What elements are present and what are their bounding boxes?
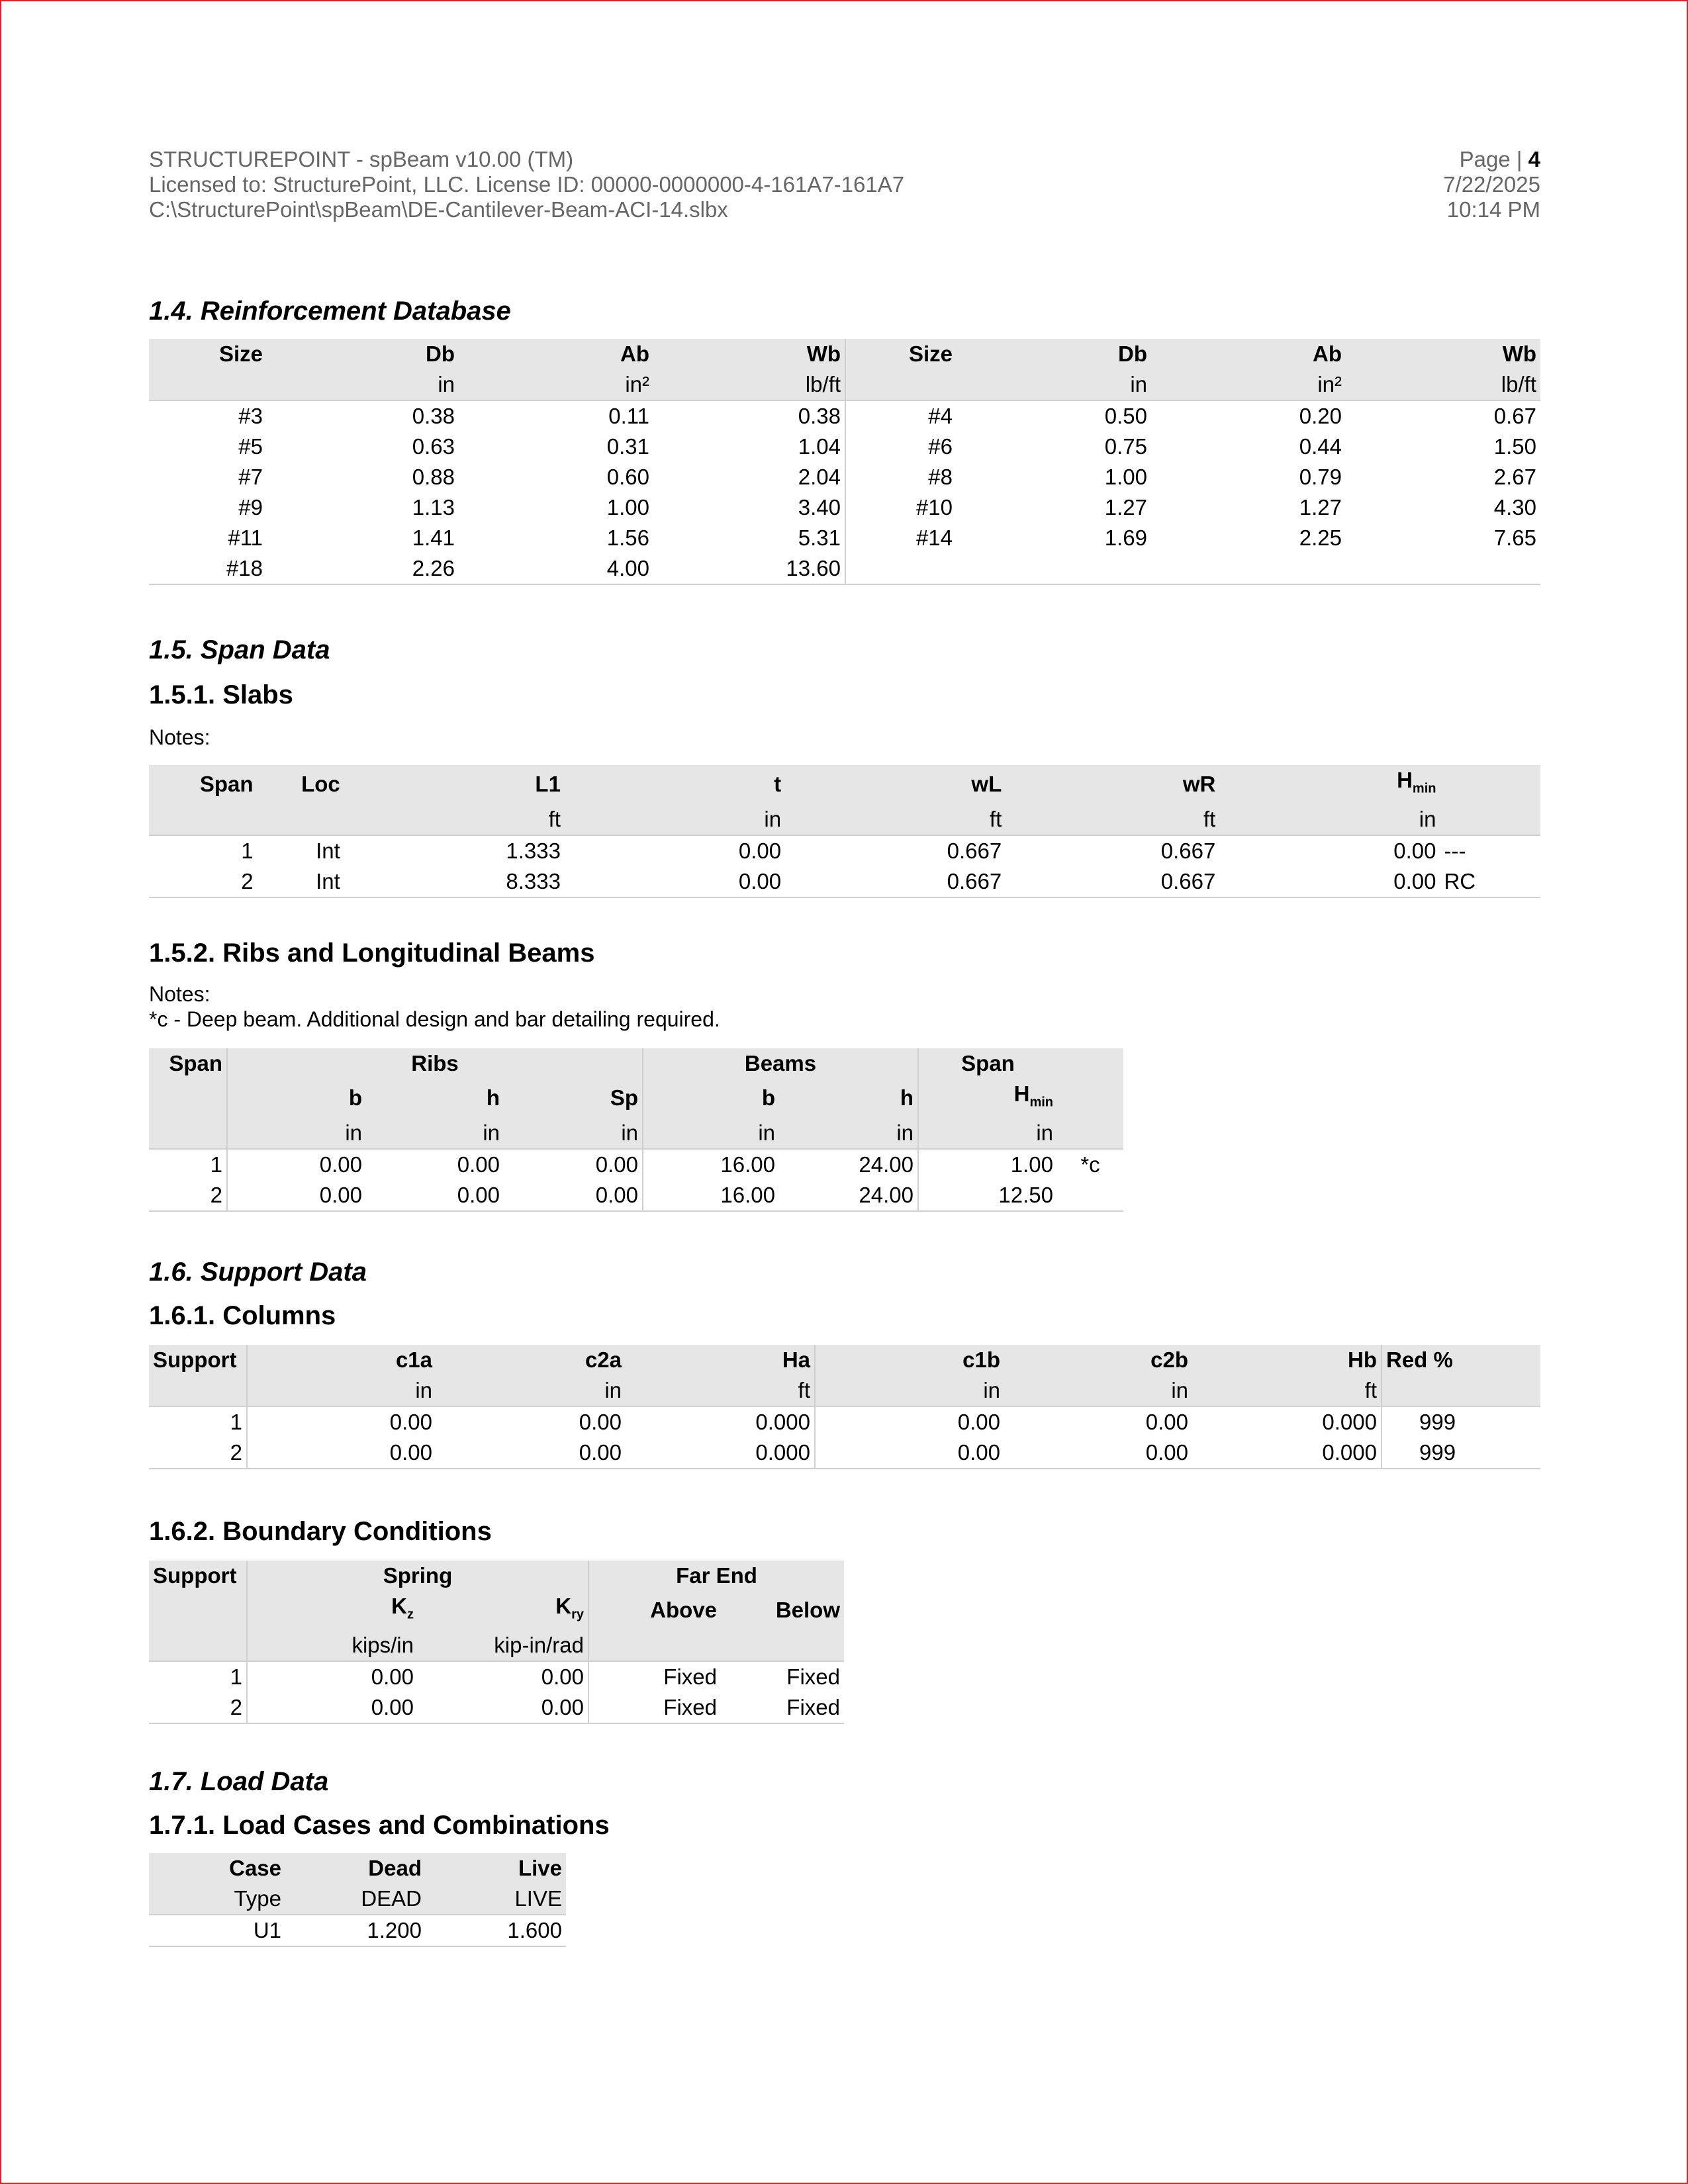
table-cell: 1.27 — [1104, 495, 1147, 520]
unit-cell: in — [815, 1375, 1004, 1406]
col-db: Db — [426, 341, 455, 366]
table-cell: #6 — [845, 432, 957, 462]
table-cell: 0.00 — [1393, 838, 1436, 863]
col-ab: Ab — [620, 341, 649, 366]
col-c1b: c1b — [815, 1345, 1004, 1375]
table-cell: 1.333 — [506, 838, 561, 863]
table-row — [149, 1406, 1540, 1437]
table-cell: Int — [316, 838, 340, 863]
col-span: Span — [169, 1051, 222, 1075]
table-cell: 0.00 — [595, 1152, 638, 1177]
table-cell: 2.26 — [267, 553, 459, 584]
table-cell: #7 — [238, 465, 263, 489]
table-cell: 999 — [1382, 1406, 1540, 1437]
table-cell: 1.50 — [1493, 434, 1536, 459]
unit-cell: in — [957, 369, 1151, 400]
table-row — [149, 1661, 844, 1692]
slabs-units-row — [149, 804, 1540, 835]
table-cell: 1.00 — [606, 495, 649, 520]
section-slabs-title: 1.5.1. Slabs — [149, 680, 293, 709]
table-cell: 1.00 — [1104, 465, 1147, 489]
table-cell: 13.60 — [653, 553, 845, 584]
unit-cell: in — [779, 1118, 918, 1149]
table-cell: 999 — [1382, 1437, 1540, 1469]
col-size: Size — [218, 341, 263, 366]
col-size-2: Size — [845, 339, 957, 369]
section-load-data-title: 1.7. Load Data — [149, 1767, 329, 1796]
ribs-notes: Notes: — [149, 982, 211, 1006]
table-cell: 4.00 — [459, 553, 653, 584]
columns-table — [149, 1345, 1540, 1469]
unit-cell — [1382, 1375, 1540, 1406]
table-row — [149, 492, 1540, 523]
table-cell: 0.67 — [1493, 404, 1536, 428]
table-cell: 0.00 — [227, 1149, 366, 1180]
table-cell: 0.000 — [1192, 1437, 1382, 1469]
unit-cell: in — [643, 1118, 779, 1149]
table-cell: #8 — [845, 462, 957, 492]
unit-cell: in — [504, 1118, 643, 1149]
table-cell: 0.00 — [815, 1406, 1004, 1437]
table-cell: 16.00 — [643, 1180, 779, 1211]
table-cell: 0.00 — [247, 1437, 436, 1469]
table-cell: 0.11 — [608, 404, 649, 428]
col-ab-2: Ab — [1313, 341, 1342, 366]
columns-units-row — [149, 1375, 1540, 1406]
table-cell: 0.63 — [412, 434, 455, 459]
reinforcement-units-row — [149, 369, 1540, 400]
boundary-units-row — [149, 1630, 844, 1661]
table-cell: 1.600 — [426, 1915, 566, 1946]
unit-cell: ft — [344, 804, 565, 835]
table-cell: Fixed — [588, 1661, 721, 1692]
unit-cell — [1440, 804, 1540, 835]
table-cell: 0.79 — [1299, 465, 1342, 489]
columns-header-row — [149, 1345, 1540, 1375]
unit-cell — [149, 1375, 247, 1406]
table-cell: 0.667 — [1160, 838, 1216, 863]
unit-cell: ft — [1006, 804, 1219, 835]
table-cell: 0.00 — [227, 1180, 366, 1211]
table-cell: 24.00 — [859, 1152, 914, 1177]
table-cell: 5.31 — [798, 525, 841, 550]
group-spring: Spring — [247, 1561, 588, 1591]
table-cell: 8.333 — [344, 866, 565, 897]
blank-cell — [588, 1630, 721, 1661]
table-cell: #18 — [149, 553, 267, 584]
table-row — [149, 1149, 1123, 1180]
table-cell: 0.00 — [457, 1152, 500, 1177]
unit-cell: in — [227, 1118, 366, 1149]
kz-subscript: z — [407, 1607, 414, 1622]
load-cases-header-row — [149, 1853, 566, 1884]
table-cell: 1 — [230, 1410, 242, 1434]
section-span-data-title: 1.5. Span Data — [149, 635, 330, 664]
table-cell — [845, 553, 957, 584]
col-db-2: Db — [1118, 341, 1147, 366]
section-boundary-title: 1.6.2. Boundary Conditions — [149, 1517, 492, 1546]
unit-cell: kip-in/rad — [418, 1630, 588, 1661]
boundary-header-row — [149, 1591, 844, 1630]
table-cell: 1.69 — [1104, 525, 1147, 550]
table-row — [149, 866, 1540, 897]
blank-cell — [1057, 1118, 1123, 1149]
col-hb: Hb — [1348, 1347, 1377, 1372]
load-cases-table — [149, 1853, 566, 1947]
group-ribs: Ribs — [227, 1048, 643, 1079]
unit-cell — [149, 804, 258, 835]
table-row — [149, 523, 1540, 553]
table-row — [149, 1915, 566, 1946]
load-cases-type-row — [149, 1884, 566, 1915]
table-cell: 0.667 — [947, 838, 1002, 863]
header-date: 7/22/2025 — [1443, 172, 1540, 197]
col-l1: L1 — [535, 772, 561, 797]
ribs-table — [149, 1048, 1123, 1212]
table-cell: 0.00 — [366, 1180, 504, 1211]
header-time: 10:14 PM — [1446, 197, 1540, 222]
table-cell: 1.13 — [412, 495, 455, 520]
ribs-header-row — [149, 1079, 1123, 1118]
hmin-label: H — [1013, 1081, 1030, 1106]
table-cell: 1.27 — [1299, 495, 1342, 520]
table-cell: Fixed — [588, 1692, 721, 1723]
unit-cell: in — [267, 369, 459, 400]
col-flag — [1440, 765, 1540, 804]
table-row — [149, 1180, 1123, 1211]
table-cell: Int — [258, 866, 344, 897]
col-wb-2: Wb — [1502, 341, 1536, 366]
kry-subscript: ry — [571, 1607, 584, 1622]
table-cell: #4 — [845, 400, 957, 432]
table-cell: 1 — [210, 1152, 222, 1177]
table-cell: 3.40 — [798, 495, 841, 520]
table-cell: --- — [1444, 838, 1466, 863]
table-cell: 0.00 — [738, 838, 782, 863]
table-row — [149, 553, 1540, 584]
table-cell: U1 — [149, 1915, 285, 1946]
table-cell: 0.667 — [785, 866, 1006, 897]
hmin-subscript: min — [1412, 781, 1436, 796]
table-cell: 0.00 — [541, 1664, 584, 1689]
section-ribs-title: 1.5.2. Ribs and Longitudinal Beams — [149, 938, 595, 968]
unit-cell: lb/ft — [1346, 369, 1540, 400]
table-cell: 1.56 — [606, 525, 649, 550]
col-kry — [418, 1591, 588, 1630]
table-row — [149, 400, 1540, 432]
col-beam-b: b — [643, 1079, 779, 1118]
col-red: Red % — [1382, 1345, 1540, 1375]
group-span: Span — [918, 1048, 1057, 1079]
section-support-data-title: 1.6. Support Data — [149, 1257, 367, 1287]
col-below: Below — [775, 1598, 840, 1623]
ribs-units-row — [149, 1118, 1123, 1149]
table-cell: 2 — [149, 1180, 227, 1211]
header-filepath: C:\StructurePoint\spBeam\DE-Cantilever-Beam-ACI-14.slbx — [149, 197, 728, 222]
col-t: t — [774, 772, 782, 797]
table-cell: 1.00 — [918, 1149, 1057, 1180]
table-row — [149, 462, 1540, 492]
table-cell: 0.20 — [1299, 404, 1342, 428]
table-row — [149, 432, 1540, 462]
section-columns-title: 1.6.1. Columns — [149, 1301, 336, 1330]
blank-cell — [149, 1118, 227, 1149]
table-cell: 2 — [149, 1692, 247, 1723]
ribs-group-header-row — [149, 1048, 1123, 1079]
table-cell: 7.65 — [1493, 525, 1536, 550]
col-wb: Wb — [806, 341, 841, 366]
hmin-subscript: min — [1029, 1095, 1053, 1110]
table-cell: 16.00 — [643, 1149, 779, 1180]
table-cell: 2 — [149, 866, 258, 897]
table-cell: 24.00 — [779, 1180, 918, 1211]
table-row — [149, 835, 1540, 866]
page-number — [1443, 147, 1540, 172]
table-cell: 0.000 — [1322, 1410, 1377, 1434]
table-cell: 1 — [230, 1664, 242, 1689]
table-cell: 0.00 — [247, 1661, 418, 1692]
table-cell: 0.00 — [565, 866, 785, 897]
unit-cell: in — [1004, 1375, 1192, 1406]
table-cell: 0.44 — [1299, 434, 1342, 459]
reinforcement-table — [149, 339, 1540, 585]
table-cell: 0.00 — [418, 1692, 588, 1723]
group-far-end: Far End — [588, 1561, 844, 1591]
table-cell: #10 — [845, 492, 957, 523]
table-cell: 0.50 — [1104, 404, 1147, 428]
blank-cell — [149, 1079, 227, 1118]
table-cell: 0.00 — [579, 1410, 622, 1434]
blank-cell — [1057, 1079, 1123, 1118]
unit-cell: in — [565, 804, 785, 835]
table-cell: 0.000 — [755, 1410, 810, 1434]
table-cell: Fixed — [721, 1692, 844, 1723]
unit-cell: ft — [785, 804, 1006, 835]
table-cell — [957, 553, 1151, 584]
header-product: STRUCTUREPOINT - spBeam v10.00 (TM) — [149, 147, 574, 171]
table-cell: 2.67 — [1493, 465, 1536, 489]
unit-cell: lb/ft — [653, 369, 845, 400]
section-reinforcement-title: 1.4. Reinforcement Database — [149, 296, 511, 326]
col-dead: Dead — [368, 1856, 422, 1880]
table-cell: RC — [1440, 866, 1540, 897]
col-c1a: c1a — [247, 1345, 436, 1375]
table-cell: 0.00 — [1004, 1437, 1192, 1469]
unit-cell: in — [436, 1375, 626, 1406]
blank-cell — [721, 1630, 844, 1661]
unit-cell: in — [1219, 804, 1440, 835]
page-label: Page | — [1459, 147, 1528, 171]
unit-cell: in — [918, 1118, 1057, 1149]
table-cell: 2.25 — [1299, 525, 1342, 550]
table-cell: 1.41 — [412, 525, 455, 550]
table-cell: #5 — [238, 434, 263, 459]
table-cell: 0.00 — [815, 1437, 1004, 1469]
unit-cell: in² — [459, 369, 653, 400]
col-hmin — [1219, 765, 1440, 804]
table-cell: 0.88 — [412, 465, 455, 489]
table-cell: 4.30 — [1493, 495, 1536, 520]
col-support: Support — [153, 1347, 237, 1372]
type-cell: LIVE — [426, 1884, 566, 1915]
table-cell: 0.38 — [798, 404, 841, 428]
boundary-table — [149, 1561, 844, 1724]
col-case: Case — [229, 1856, 281, 1880]
unit-cell: kips/in — [247, 1630, 418, 1661]
page-number-value: 4 — [1528, 147, 1540, 171]
section-load-cases-title: 1.7.1. Load Cases and Combinations — [149, 1811, 610, 1840]
unit-cell — [149, 369, 267, 400]
table-cell: 2.04 — [798, 465, 841, 489]
table-cell: 0.00 — [504, 1180, 643, 1211]
table-cell: #11 — [228, 525, 263, 550]
col-ha: Ha — [782, 1347, 810, 1372]
blank-cell — [149, 1630, 247, 1661]
header-license: Licensed to: StructurePoint, LLC. License ID: 00000-0000000-4-161A7-161A7 — [149, 172, 905, 197]
table-cell — [1057, 1180, 1123, 1211]
table-cell — [1346, 553, 1540, 584]
col-beam-h: h — [900, 1085, 914, 1111]
col-rib-sp: Sp — [610, 1085, 638, 1111]
table-cell: 0.00 — [1145, 1410, 1188, 1434]
col-wl: wL — [971, 772, 1002, 797]
col-above: Above — [588, 1591, 721, 1630]
table-cell — [1151, 553, 1346, 584]
col-span: Span — [199, 772, 254, 797]
table-cell: 1.04 — [798, 434, 841, 459]
unit-cell — [845, 369, 957, 400]
header-left — [149, 147, 904, 222]
ribs-note-deep-beam: *c - Deep beam. Additional design and bar detailing required. — [149, 1007, 720, 1031]
col-c2b: c2b — [1150, 1347, 1188, 1372]
kz-label: K — [391, 1594, 407, 1618]
table-cell: 0.60 — [606, 465, 649, 489]
table-cell: 2 — [149, 1437, 247, 1469]
group-flag — [1057, 1048, 1123, 1079]
reinforcement-header-row — [149, 339, 1540, 369]
header-right — [1443, 147, 1540, 222]
col-rib-b: b — [227, 1079, 366, 1118]
col-c2a: c2a — [585, 1347, 622, 1372]
unit-cell: in² — [1151, 369, 1346, 400]
col-rib-h: h — [486, 1085, 500, 1111]
table-cell: 0.00 — [436, 1437, 626, 1469]
hmin-label: H — [1397, 768, 1413, 792]
kry-label: K — [555, 1594, 572, 1618]
group-beams: Beams — [643, 1048, 918, 1079]
table-cell: Fixed — [786, 1664, 840, 1689]
table-cell: 0.00 — [1219, 866, 1440, 897]
table-cell: 0.00 — [247, 1692, 418, 1723]
type-cell: DEAD — [285, 1884, 426, 1915]
col-support: Support — [153, 1563, 237, 1588]
boundary-group-header-row — [149, 1561, 844, 1591]
unit-cell: ft — [626, 1375, 815, 1406]
col-span-hmin — [918, 1079, 1057, 1118]
table-cell: 0.000 — [626, 1437, 815, 1469]
slabs-header-row — [149, 765, 1540, 804]
slabs-notes: Notes: — [149, 725, 211, 749]
col-live: Live — [518, 1856, 562, 1880]
blank-cell — [149, 1591, 247, 1630]
table-cell: 0.31 — [606, 434, 649, 459]
type-cell: Type — [149, 1884, 285, 1915]
unit-cell — [258, 804, 344, 835]
table-cell: #9 — [238, 495, 263, 520]
table-cell: 0.38 — [412, 404, 455, 428]
unit-cell: ft — [1192, 1375, 1382, 1406]
col-kz — [247, 1591, 418, 1630]
table-cell: 0.667 — [1006, 866, 1219, 897]
col-wr: wR — [1182, 772, 1216, 797]
unit-cell: in — [247, 1375, 436, 1406]
table-cell: #3 — [238, 404, 263, 428]
table-cell: *c — [1080, 1152, 1100, 1177]
table-cell: 0.75 — [1104, 434, 1147, 459]
table-cell: 0.00 — [247, 1406, 436, 1437]
table-cell: 1 — [241, 838, 254, 863]
table-row — [149, 1437, 1540, 1469]
table-cell: 12.50 — [918, 1180, 1057, 1211]
slabs-table — [149, 765, 1540, 898]
col-loc: Loc — [301, 772, 340, 797]
table-cell: #14 — [845, 523, 957, 553]
unit-cell: in — [366, 1118, 504, 1149]
table-row — [149, 1692, 844, 1723]
table-cell: 1.200 — [285, 1915, 426, 1946]
